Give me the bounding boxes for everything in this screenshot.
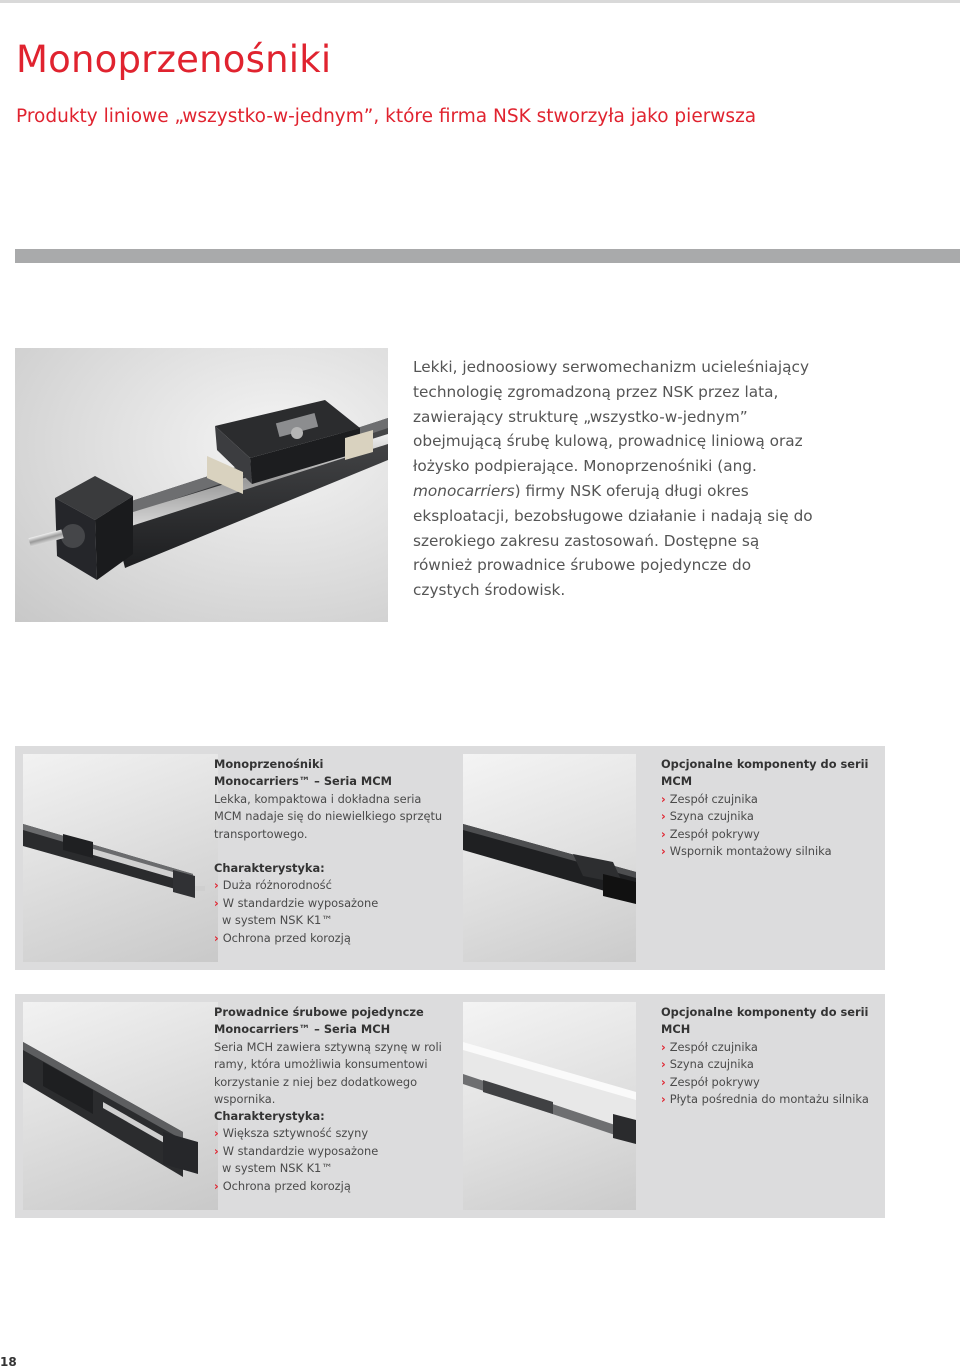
mch-option-image: [463, 1002, 636, 1210]
mch-option-item: › Zespół czujnika: [661, 1039, 881, 1056]
mcm-feature-item: › Ochrona przed korozją: [214, 930, 444, 947]
product-panel-mch: [15, 994, 885, 1218]
mch-options: [661, 1004, 881, 1108]
mch-option-item: › Płyta pośrednia do montażu silnika: [661, 1091, 881, 1108]
mcm-option-item: › Zespół czujnika: [661, 791, 881, 808]
mcm-features: [214, 860, 444, 947]
intro-italic-term: monocarriers: [413, 481, 515, 500]
mcm-features-title: Charakterystyka:: [214, 861, 325, 875]
mch-options-title: Opcjonalne komponenty do serii MCH: [661, 1005, 869, 1037]
mcm-option-item: › Zespół pokrywy: [661, 826, 881, 843]
mch-product-image: [23, 1002, 218, 1210]
section-divider-bar: [15, 249, 960, 263]
mch-text: Seria MCH zawiera sztywną szynę w roli ramy, która umożliwia konsumentowi korzystanie z niej bez dodatkowego wspornika.: [214, 1039, 442, 1107]
mcm-option-item: › Szyna czujnika: [661, 808, 881, 825]
mcm-options-title: Opcjonalne komponenty do serii MCM: [661, 757, 869, 789]
top-rule: [0, 0, 960, 3]
product-panel-mcm: [15, 746, 885, 970]
mch-heading-category: Prowadnice śrubowe pojedyncze: [214, 1005, 424, 1019]
page-subtitle: Produkty liniowe „wszystko-w-jednym”, które firma NSK stworzyła jako pierwsza: [16, 106, 757, 127]
mch-feature-item: › Większa sztywność szyny: [214, 1125, 444, 1142]
mch-feature-item: w system NSK K1™: [222, 1161, 333, 1176]
mch-description: [214, 1004, 444, 1108]
mch-feature-item: › Ochrona przed korozją: [214, 1178, 444, 1195]
mcm-feature-item: w system NSK K1™: [222, 913, 333, 928]
intro-paragraph: Lekki, jednoosiowy serwomechanizm ucieleśniający technologię zgromadzoną przez NSK przez lata, zawierający strukturę „wszystko-w-jednym” obejmującą śrubę kulową, prowadnicę liniową oraz łożysko podpierające. Monoprzenośniki (ang. monocarriers) firmy NSK oferują długi okres eksploatacji, bezobsługowe działanie i nadają się do szerokiego zakresu zastosowań. Dostępne są również prowadnice śrubowe pojedyncze do czystych środowisk.: [413, 358, 813, 600]
mch-option-item: › Szyna czujnika: [661, 1056, 881, 1073]
mcm-text: Lekka, kompaktowa i dokładna seria MCM nadaje się do niewielkiego sprzętu transportowego.: [214, 791, 443, 841]
mch-features: [214, 1108, 444, 1195]
mcm-feature-item: › Duża różnorodność: [214, 877, 444, 894]
mcm-option-image: [463, 754, 636, 962]
mch-option-item: › Zespół pokrywy: [661, 1074, 881, 1091]
mcm-heading-series: Monocarriers™ – Seria MCM: [214, 774, 392, 789]
page-number: 18: [0, 1355, 17, 1369]
mcm-heading-category: Monoprzenośniki: [214, 757, 324, 771]
mcm-feature-item: › W standardzie wyposażone: [214, 895, 444, 912]
mcm-product-image: [23, 754, 218, 962]
mcm-description: [214, 756, 444, 843]
mcm-options: [661, 756, 881, 860]
mcm-option-item: › Wspornik montażowy silnika: [661, 843, 881, 860]
mch-feature-item: › W standardzie wyposażone: [214, 1143, 444, 1160]
page-title: Monoprzenośniki: [16, 38, 332, 81]
mch-features-title: Charakterystyka:: [214, 1109, 325, 1123]
hero-product-image: [15, 348, 388, 622]
mch-heading-series: Monocarriers™ – Seria MCH: [214, 1022, 391, 1037]
